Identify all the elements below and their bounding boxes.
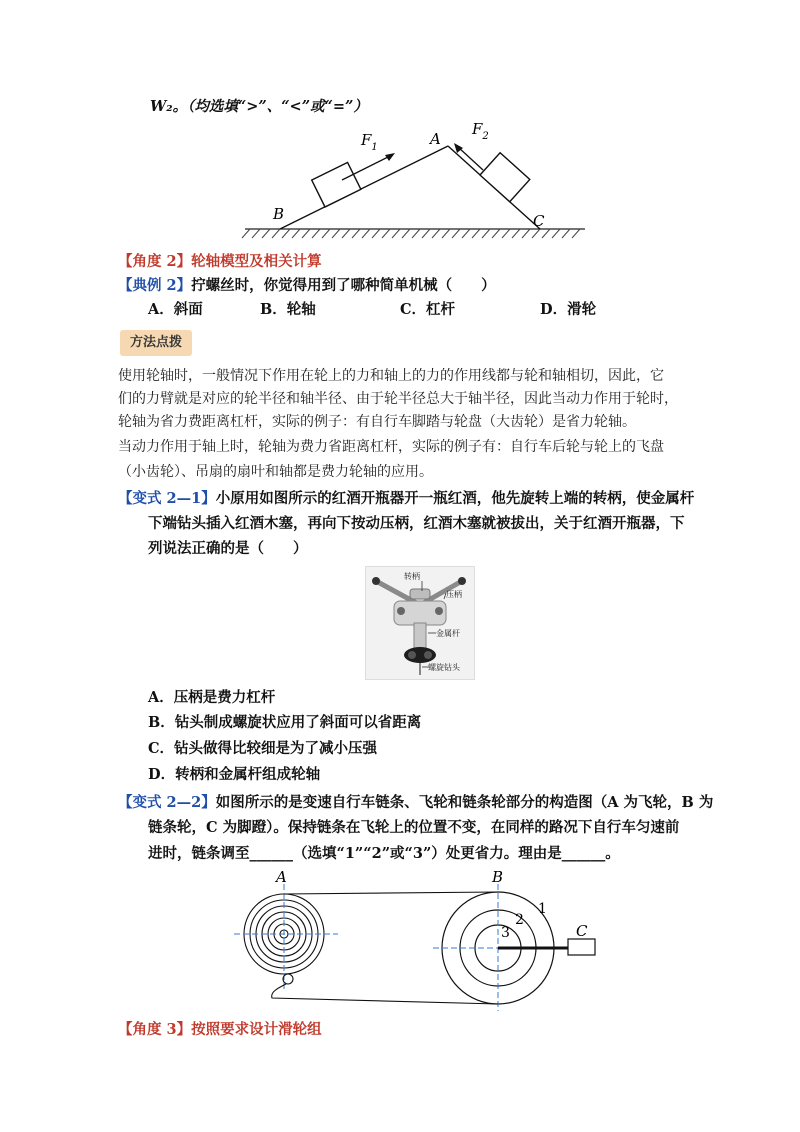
variant22-line-3: 进时，链条调至______（选填“1”“2”或“3”）处更省力。理由是______。: [148, 845, 620, 862]
example2-option-b: B．轮轴: [260, 301, 316, 318]
variant22-line-1: [118, 793, 713, 813]
label-b: B: [273, 205, 285, 223]
section3-bracket: 【角度 3】: [118, 1021, 192, 1038]
method-line-2: 们的力臂就是对应的轮半径和轴半径、由于轮半径总大于轴半径，因此当动力作用于轮时，: [118, 391, 678, 407]
variant21-line-3: 列说法正确的是（ ）: [148, 540, 308, 557]
method-line-1: 使用轮轴时，一般情况下作用在轮上的力和轴上的力的作用线都与轮和轴相切，因此，它: [118, 368, 664, 384]
variant22-text-1: 如图所示的是变速自行车链条、飞轮和链条轮部分的构造图（A 为飞轮，B 为: [215, 794, 714, 811]
variant21-option-a: A．压柄是费力杠杆: [148, 689, 276, 706]
photo-label-handle: 转柄: [404, 572, 420, 581]
pedal-c: [568, 939, 595, 955]
method-tag: 方法点拨: [120, 330, 192, 356]
section2-title: 轮轴模型及相关计算: [191, 253, 322, 270]
method-line-5: （小齿轮）、吊扇的扇叶和轴都是费力轮轴的应用。: [118, 464, 433, 480]
block-right: [480, 153, 530, 202]
label-f2: $F_2$: [472, 120, 489, 142]
slope-ab: [280, 146, 448, 229]
gear-label-b: B: [492, 868, 504, 886]
intro-text: W₂。（均选填“>”、“<”或“=”）: [150, 98, 368, 115]
label-c: C: [533, 212, 545, 230]
variant21-text-1: 小原用如图所示的红酒开瓶器开一瓶红酒，他先旋转上端的转柄，使金属杆: [215, 490, 695, 507]
ring-label-3: 3: [501, 925, 510, 941]
example2-question-text: 拧螺丝时，你觉得用到了哪种简单机械（ ）: [191, 277, 496, 294]
wine-opener-illustration: [366, 567, 474, 679]
section3-heading: [118, 1020, 322, 1040]
example2-option-c: C．杠杆: [400, 301, 456, 318]
ring-label-2: 2: [515, 912, 524, 928]
photo-label-screw: 螺旋钻头: [428, 663, 460, 672]
photo-label-lever: 压柄: [446, 590, 462, 599]
section2-bracket: 【角度 2】: [118, 253, 192, 270]
incline-figure: [240, 118, 590, 243]
section2-heading: [118, 252, 322, 272]
ring-label-1: 1: [538, 901, 547, 917]
gear-label-c: C: [576, 922, 588, 940]
block-left: [312, 162, 361, 207]
variant21-line-1: [118, 489, 694, 509]
section3-title: 按照要求设计滑轮组: [191, 1021, 322, 1038]
variant22-line-2: 链条轮，C 为脚蹬）。保持链条在飞轮上的位置不变，在同样的路况下自行车匀速前: [148, 819, 680, 836]
method-line-3: 轮轴为省力费距离杠杆，实际的例子：有自行车脚踏与轮盘（大齿轮）是省力轮轴。: [118, 414, 636, 430]
example2-question: [118, 276, 496, 296]
variant21-bracket: 【变式 2—1】: [118, 490, 216, 507]
variant21-option-d: D．转柄和金属杆组成轮轴: [148, 766, 321, 783]
example2-option-a: A．斜面: [148, 301, 203, 318]
example2-option-d: D．滑轮: [540, 301, 597, 318]
intro-line: [150, 97, 368, 117]
bicycle-gear-figure: [228, 866, 608, 1016]
label-f1: $F_1$: [361, 131, 378, 153]
variant21-line-2: 下端钻头插入红酒木塞，再向下按动压柄，红酒木塞就被拔出，关于红酒开瓶器，下: [148, 515, 685, 532]
variant22-bracket: 【变式 2—2】: [118, 794, 216, 811]
wine-opener-photo: [365, 566, 475, 680]
example2-bracket: 【典例 2】: [118, 277, 192, 294]
variant21-option-b: B．钻头制成螺旋状应用了斜面可以省距离: [148, 714, 422, 731]
gear-label-a: A: [276, 868, 287, 886]
variant21-option-c: C．钻头做得比较细是为了减小压强: [148, 740, 378, 757]
photo-label-rod: 金属杆: [436, 629, 460, 638]
method-line-4: 当动力作用于轴上时，轮轴为费力省距离杠杆，实际的例子有：自行车后轮与轮上的飞盘: [118, 439, 664, 455]
label-a: A: [430, 130, 441, 148]
